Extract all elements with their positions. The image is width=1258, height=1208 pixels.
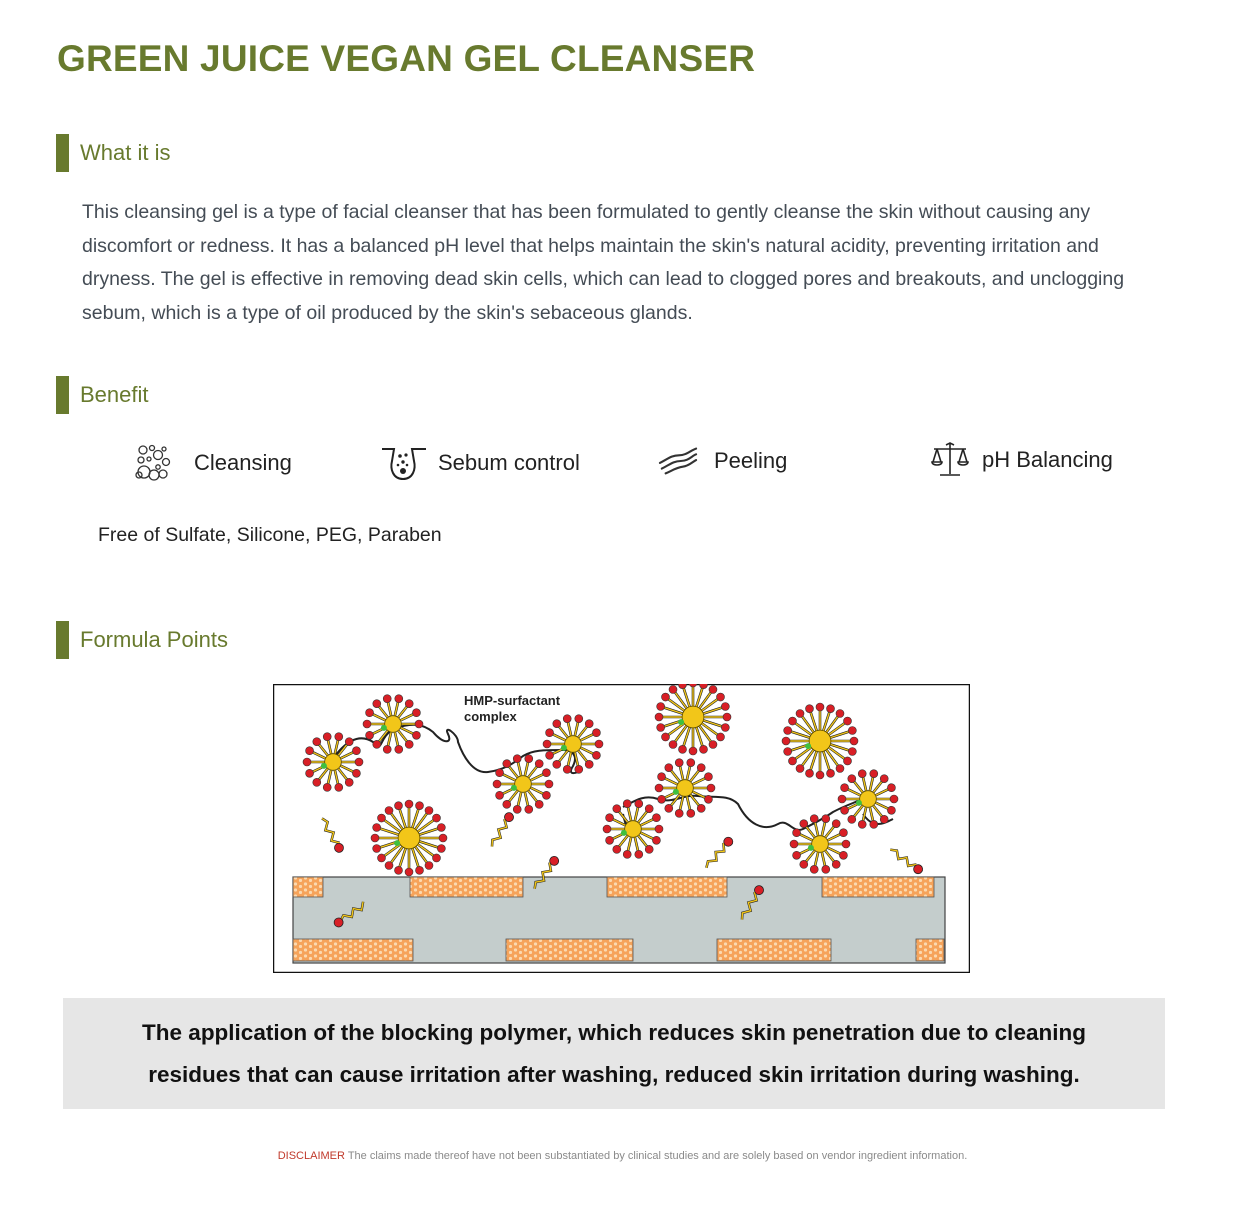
benefit-peeling [658, 441, 787, 481]
section-accent-bar [56, 621, 69, 659]
benefit-sebum-control [380, 443, 580, 483]
benefit-label: Sebum control [438, 450, 580, 475]
section-heading-what-it-is [56, 134, 170, 172]
hmp-surfactant-diagram [273, 684, 970, 973]
benefit-cleansing [134, 443, 292, 483]
page-title: GREEN JUICE VEGAN GEL CLEANSER [57, 38, 756, 79]
diagram-label: HMP-surfactant [464, 693, 561, 708]
formula-callout [63, 998, 1165, 1109]
formula-callout-text: The application of the blocking polymer, which reduces skin penetration due to cleaning residues that can cause irritation after washing, reduced skin irritation during washing. [142, 1019, 1086, 1087]
section-heading-label: Formula Points [80, 627, 228, 652]
section-accent-bar [56, 376, 69, 414]
section-accent-bar [56, 134, 69, 172]
section-heading-label: Benefit [80, 382, 149, 407]
product-description: This cleansing gel is a type of facial cleanser that has been formulated to gently cleanse the skin without causing any discomfort or redness. It has a balanced pH level that helps maintain the skin's natural acidity, preventing irritation and dryness. The gel is effective in removing dead skin cells, which can lead to clogged pores and breakouts, and unclogging sebum, which is a type of oil produced by the skin's sebaceous glands. [82, 201, 1125, 324]
benefit-label: pH Balancing [982, 447, 1113, 472]
section-heading-formula-points [56, 621, 228, 659]
section-heading-benefit [56, 376, 149, 414]
benefit-label: Peeling [714, 448, 788, 473]
free-of-list: Free of Sulfate, Silicone, PEG, Paraben [98, 524, 442, 546]
benefit-label: Cleansing [194, 450, 292, 475]
bubbles-icon [134, 443, 174, 483]
scale-icon [930, 440, 970, 480]
disclaimer [0, 1150, 1245, 1162]
benefit-ph-balancing [930, 440, 1113, 480]
disclaimer-text: The claims made thereof have not been substantiated by clinical studies and are solely based on vendor ingredient information. [347, 1150, 968, 1162]
diagram-label: complex [464, 709, 517, 724]
disclaimer-tag: DISCLAIMER [277, 1150, 345, 1162]
waves-icon [658, 441, 698, 481]
pore-icon [380, 443, 426, 483]
skin-layer [293, 877, 945, 963]
section-heading-label: What it is [80, 140, 171, 165]
